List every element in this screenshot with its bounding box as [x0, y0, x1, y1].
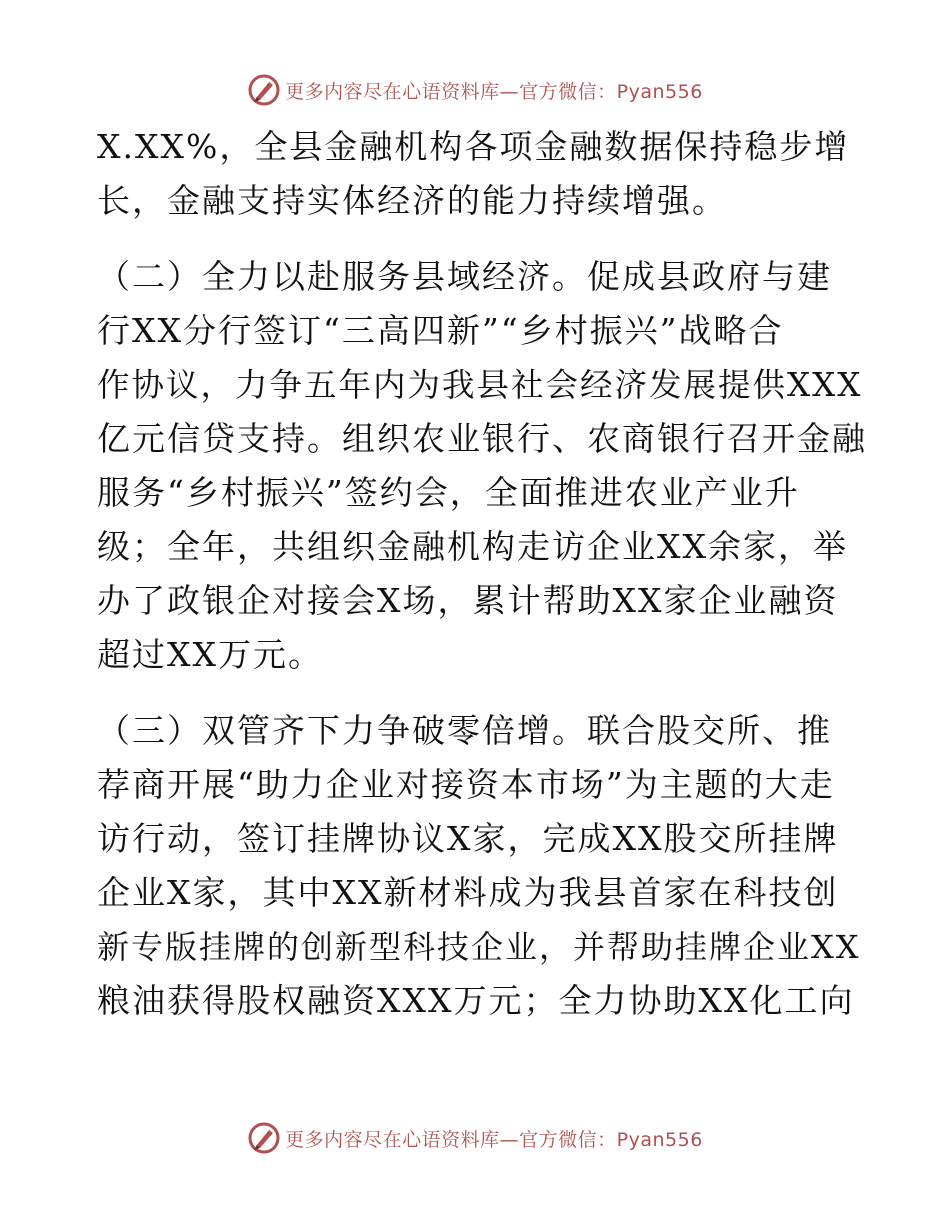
text-line: 行XX分行签订“三高四新”“乡村振兴”战略合 [97, 311, 784, 350]
text-line: 荐商开展“助力企业对接资本市场”为主题的大走 [97, 765, 835, 804]
paragraph-2 [97, 250, 867, 682]
document-body [97, 120, 867, 1028]
text-line: 办了政银企对接会X场，累计帮助XX家企业融资 [97, 581, 839, 620]
text-line: （二）全力以赴服务县域经济。促成县政府与建 [97, 257, 832, 296]
pen-logo-icon [247, 1121, 281, 1155]
footer-watermark [0, 1118, 950, 1158]
text-line: 新专版挂牌的创新型科技企业，并帮助挂牌企业XX [97, 928, 861, 966]
pen-logo-icon [247, 73, 281, 107]
text-line: X.XX%，全县金融机构各项金融数据保持稳步增 [97, 127, 850, 166]
text-line: 亿元信贷支持。组织农业银行、农商银行召开金融 [97, 419, 867, 458]
text-line: 长，金融支持实体经济的能力持续增强。 [97, 181, 727, 220]
text-line: （三）双管齐下力争破零倍增。联合股交所、推 [97, 711, 832, 750]
text-line: 访行动，签订挂牌协议X家，完成XX股交所挂牌 [97, 819, 839, 858]
header-watermark-text: 更多内容尽在心语资料库—官方微信：Pyan556 [285, 80, 703, 103]
header-watermark [0, 70, 950, 110]
paragraph-3 [97, 704, 867, 1028]
text-line: 服务“乡村振兴”签约会，全面推进农业产业升 [97, 473, 800, 512]
text-line: 企业X家，其中XX新材料成为我县首家在科技创 [97, 873, 839, 912]
text-line: 作协议，力争五年内为我县社会经济发展提供XXX [97, 366, 863, 404]
paragraph-1 [97, 120, 867, 228]
text-line: 粮油获得股权融资XXX万元；全力协助XX化工向 [97, 981, 855, 1020]
footer-watermark-text: 更多内容尽在心语资料库—官方微信：Pyan556 [285, 1128, 703, 1151]
text-line: 级；全年，共组织金融机构走访企业XX余家，举 [97, 527, 848, 566]
text-line: 超过XX万元。 [97, 635, 323, 674]
